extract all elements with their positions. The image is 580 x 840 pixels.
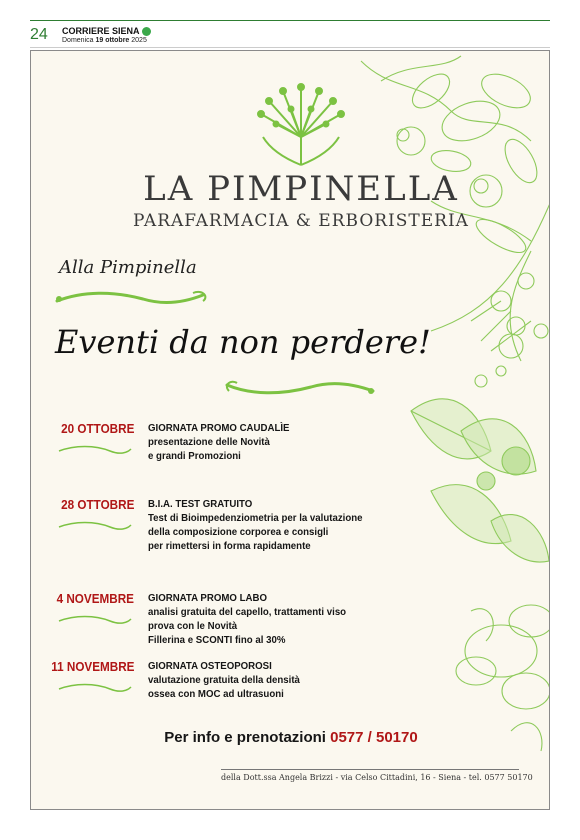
decorative-swirl-icon bbox=[221, 377, 381, 399]
decorative-swirl-icon bbox=[53, 287, 213, 309]
event-title: GIORNATA PROMO LABO bbox=[148, 592, 267, 604]
decorative-swirl-icon bbox=[55, 519, 135, 533]
intro-text: Alla Pimpinella bbox=[59, 257, 197, 278]
masthead-dot-icon bbox=[142, 27, 151, 36]
event-line: e grandi Promozioni bbox=[148, 450, 241, 462]
event-line: presentazione delle Novità bbox=[148, 436, 270, 448]
top-rule bbox=[30, 20, 550, 21]
masthead bbox=[62, 26, 151, 44]
event-description bbox=[148, 421, 290, 463]
event-line: prova con le Novità bbox=[148, 620, 238, 632]
event-line: Test di Bioimpedenziometria per la valutazione bbox=[148, 512, 363, 524]
event-description bbox=[148, 497, 363, 553]
advertisement bbox=[30, 50, 550, 810]
pimpinella-flower-logo bbox=[241, 79, 361, 169]
event-description bbox=[148, 659, 300, 701]
decorative-swirl-icon bbox=[55, 613, 135, 627]
date-year: 2025 bbox=[131, 37, 147, 44]
decorative-swirl-icon bbox=[55, 681, 135, 695]
masthead-logo bbox=[62, 26, 151, 36]
page-number: 24 bbox=[30, 26, 48, 43]
date-prefix: Domenica bbox=[62, 37, 94, 44]
brand-subtitle: PARAFARMACIA & ERBORISTERIA bbox=[133, 211, 469, 231]
event-line: ossea con MOC ad ultrasuoni bbox=[148, 688, 284, 700]
brand-name: LA PIMPINELLA bbox=[143, 169, 459, 209]
info-line bbox=[31, 729, 550, 746]
date-bold: 19 ottobre bbox=[95, 37, 130, 44]
event-line: valutazione gratuita della densità bbox=[148, 674, 300, 686]
event-title: GIORNATA OSTEOPOROSI bbox=[148, 660, 272, 672]
masthead-rule bbox=[30, 47, 550, 48]
event-line: della composizione corporea e consigli bbox=[148, 526, 329, 538]
event-date: 20 OTTOBRE bbox=[60, 421, 134, 436]
masthead-date bbox=[62, 37, 151, 44]
event-description bbox=[148, 591, 346, 647]
event-date: 28 OTTOBRE bbox=[60, 497, 134, 512]
event-line: Fillerina e SCONTI fino al 30% bbox=[148, 634, 286, 646]
masthead-title: CORRIERE SIENA bbox=[62, 26, 140, 36]
footer-address: della Dott.ssa Angela Brizzi - via Celso Cittadini, 16 - Siena - tel. 0577 50170 bbox=[221, 773, 533, 782]
event-line: analisi gratuita del capello, trattamenti viso bbox=[148, 606, 347, 618]
footer-rule bbox=[221, 769, 519, 770]
headline: Eventi da non perdere! bbox=[55, 323, 431, 361]
event-date: 11 NOVEMBRE bbox=[50, 659, 134, 674]
event-date: 4 NOVEMBRE bbox=[56, 591, 134, 606]
event-title: B.I.A. TEST GRATUITO bbox=[148, 498, 253, 510]
event-title: GIORNATA PROMO CAUDALÌE bbox=[148, 422, 290, 434]
info-label: Per info e prenotazioni bbox=[164, 729, 326, 746]
event-line: per rimettersi in forma rapidamente bbox=[148, 540, 311, 552]
decorative-swirl-icon bbox=[55, 443, 135, 457]
info-phone: 0577 / 50170 bbox=[330, 729, 418, 746]
